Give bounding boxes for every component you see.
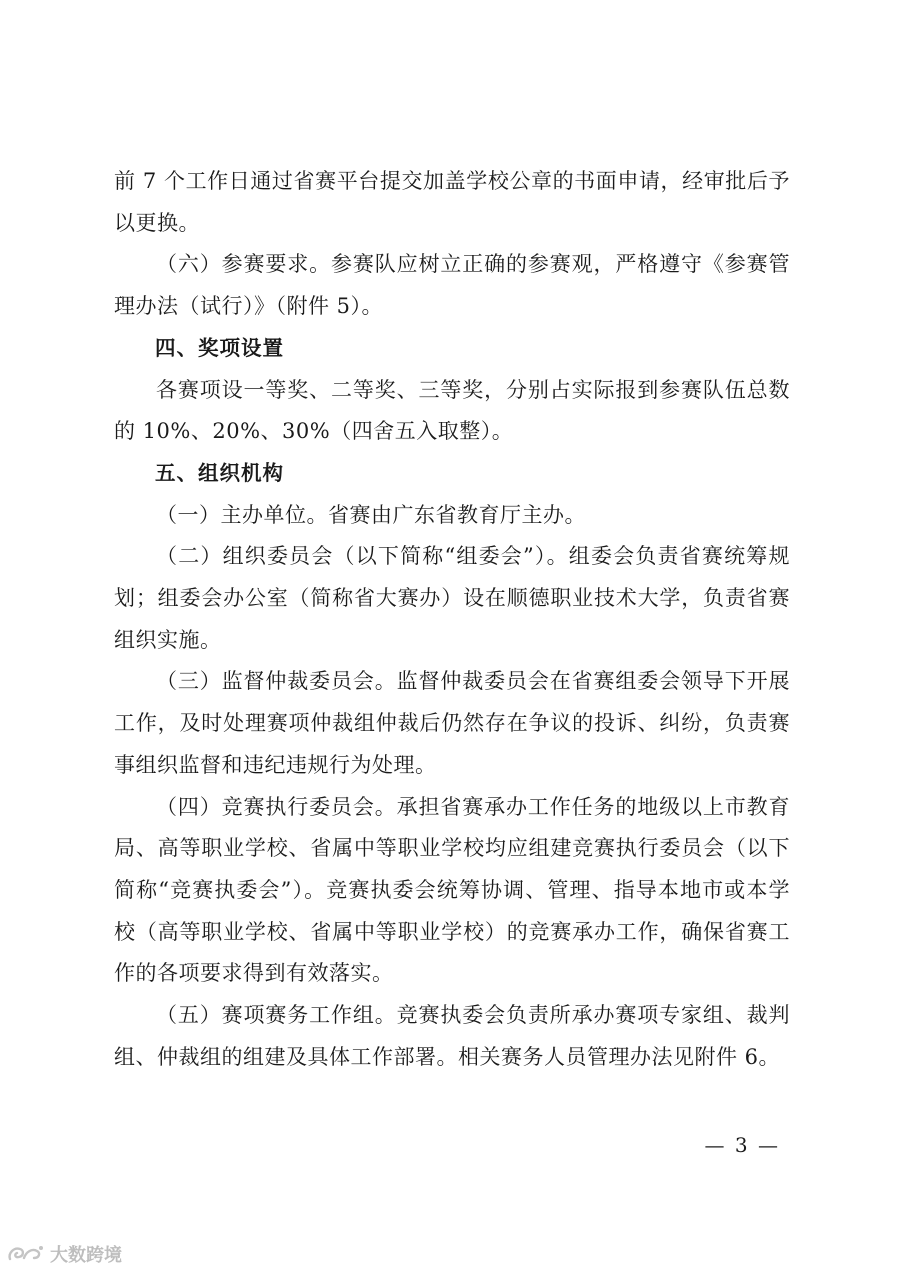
paragraph-organizing-committee: （二）组织委员会（以下简称“组委会”）。组委会负责省赛统筹规划；组委会办公室（简称省大赛办）设在顺德职业技术大学，负责省赛组织实施。 (114, 544, 790, 652)
watermark (6, 1241, 122, 1267)
section-heading-awards: 四、奖项设置 (155, 335, 284, 360)
paragraph-continuation: 前 7 个工作日通过省赛平台提交加盖学校公章的书面申请，经审批后予以更换。 (114, 169, 790, 235)
paragraph-participation-requirements: （六）参赛要求。参赛队应树立正确的参赛观，严格遵守《参赛管理办法（试行）》（附件 5）。 (114, 252, 790, 319)
paragraph-awards: 各赛项设一等奖、二等奖、三等奖，分别占实际报到参赛队伍总数的 10%、20%、30%（四舍五入取整）。 (114, 377, 790, 444)
watermark-logo-icon (6, 1243, 44, 1265)
document-body (114, 161, 790, 1078)
paragraph-host-unit: （一）主办单位。省赛由广东省教育厅主办。 (156, 502, 586, 527)
section-heading-organization: 五、组织机构 (155, 460, 284, 485)
watermark-text: 大数跨境 (50, 1245, 122, 1266)
paragraph-execution-committee: （四）竞赛执行委员会。承担省赛承办工作任务的地级以上市教育局、高等职业学校、省属中等职业学校均应组建竞赛执行委员会（以下简称“竞赛执委会”）。竞赛执委会统筹协调、管理、指导本地市或本学校（高等职业学校、省属中等职业学校）的竞赛承办工作，确保省赛工作的各项要求得到有效落实。 (114, 794, 790, 986)
paragraph-affairs-group: （五）赛项赛务工作组。竞赛执委会负责所承办赛项专家组、裁判组、仲裁组的组建及具体工作部署。相关赛务人员管理办法见附件 6。 (114, 1003, 790, 1069)
paragraph-supervision-committee: （三）监督仲裁委员会。监督仲裁委员会在省赛组委会领导下开展工作，及时处理赛项仲裁组仲裁后仍然存在争议的投诉、纠纷，负责赛事组织监督和违纪违规行为处理。 (114, 669, 790, 777)
page-number: — 3 — (704, 1133, 780, 1157)
